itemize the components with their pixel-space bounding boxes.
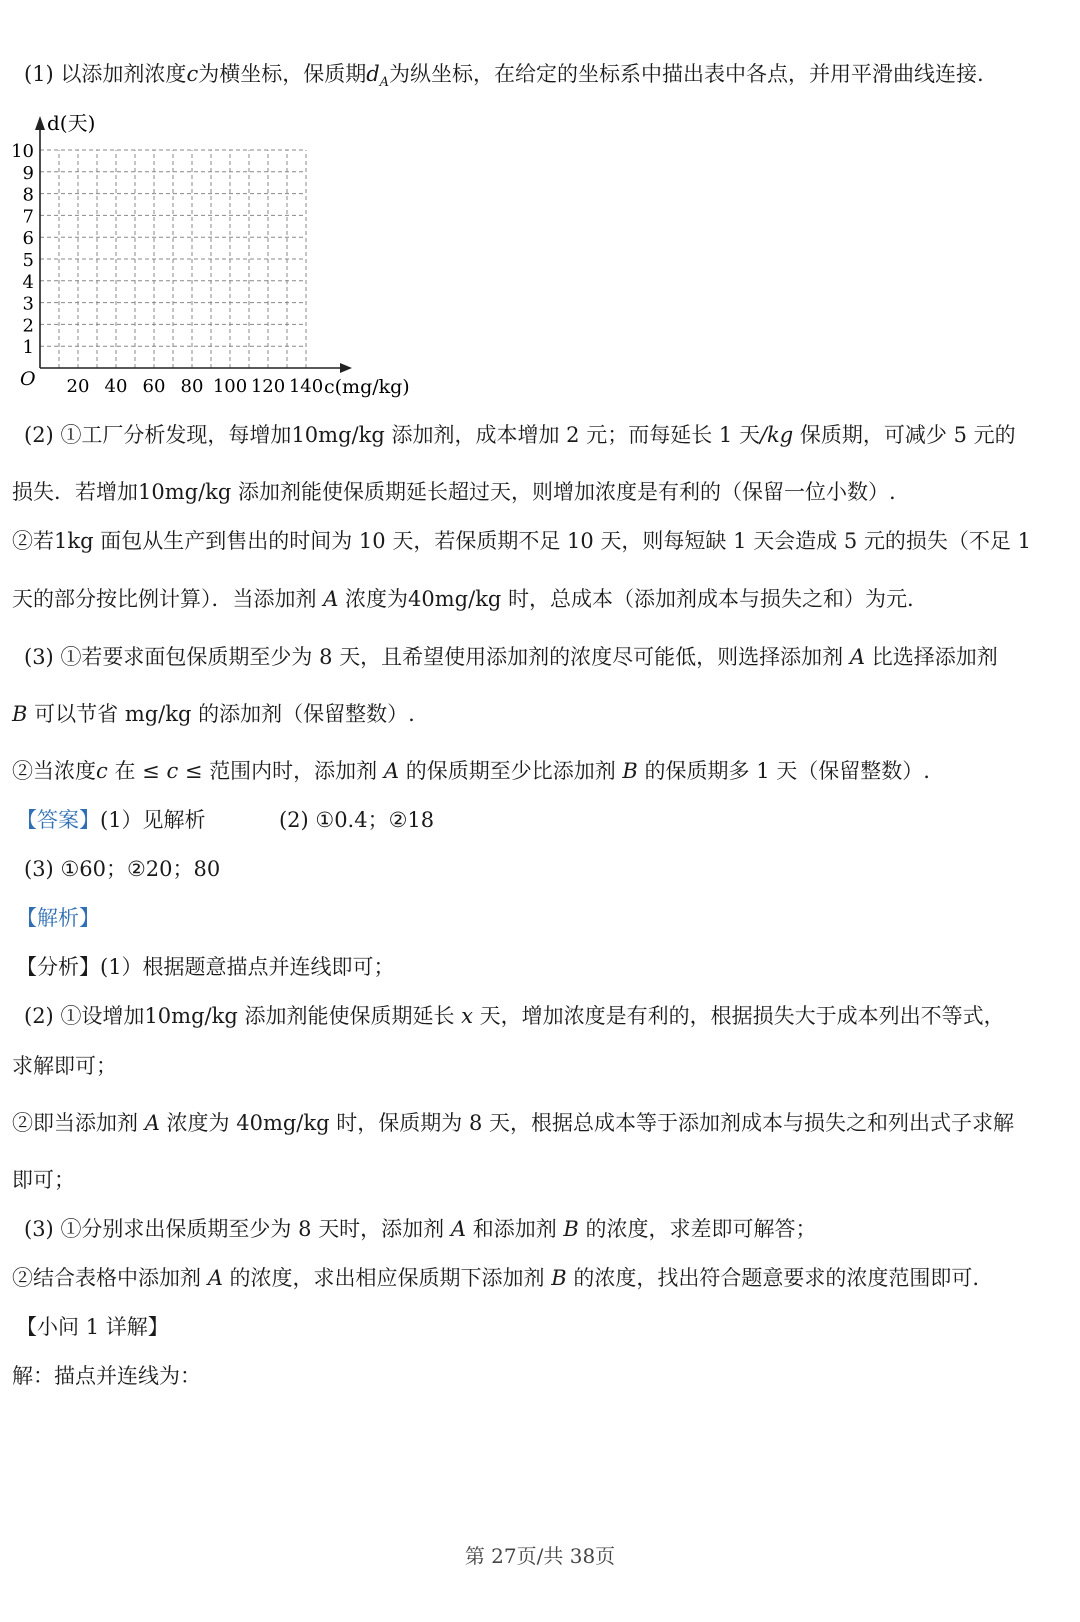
q2-l4-a: 天的部分按比例计算）．当添加剂 <box>12 587 317 611</box>
q1-line <box>24 59 1080 98</box>
q2-l1-b: 10mg/kg <box>291 423 385 447</box>
q3-l3-b: c <box>96 759 108 783</box>
q2-l4-f: 元. <box>886 587 914 611</box>
y-tick-label: 10 <box>11 141 34 162</box>
q2-l2-b: 10mg/kg <box>138 480 232 504</box>
q3-l3-c: 在 <box>114 759 136 783</box>
analysis-p2-number: (2) <box>24 1004 54 1028</box>
x-tick-label: 60 <box>142 376 166 397</box>
q1-number: (1) <box>24 62 54 86</box>
q3-l3-d: ≤ <box>142 759 160 783</box>
analysis-p2-d: x <box>461 1004 473 1028</box>
q3-l3-k: 的保质期多 <box>644 759 750 783</box>
analysis-p2-e: 天，增加浓度是有利的，根据损失大于成本列出不等式， <box>479 1004 1005 1028</box>
q1-var-d: d <box>366 62 380 86</box>
y-axis-arrow <box>35 116 45 130</box>
analysis-p2-line-2 <box>12 1051 1080 1081</box>
q2-l4-c: 浓度为 <box>345 587 409 611</box>
xiaowen-number: 1 <box>85 1315 100 1339</box>
q3-l2-c: mg/kg <box>124 702 192 726</box>
q3-l1-a: ①若要求面包保质期至少为 <box>60 645 313 669</box>
xiaowen-line <box>16 1312 1080 1342</box>
q1-text-1: 以添加剂浓度 <box>60 62 187 86</box>
q2-l2-c: 添加剂能使保质期延长超过 <box>238 480 491 504</box>
analysis-p3-d: 40mg/kg <box>236 1111 330 1135</box>
x-tick-label: 140 <box>288 376 324 397</box>
q2-line-2 <box>12 477 1080 507</box>
q2-l2-a: 损失．若增加 <box>12 480 138 504</box>
analysis-p4-c: 天时，添加剂 <box>318 1217 445 1241</box>
answer-2: ①0.4；②18 <box>315 808 435 832</box>
y-axis-label: d(天) <box>47 111 96 135</box>
q3-l2-b: 可以节省 <box>34 702 119 726</box>
answer-2-number: (2) <box>278 808 309 832</box>
analysis-tag: 【解析】 <box>16 906 100 930</box>
q1-var-d-sub: A <box>379 75 390 90</box>
q2-l2-d: 天，则增加浓度是有利的（保留一位小数）. <box>490 480 896 504</box>
analysis-p3-a: ②即当添加剂 <box>12 1111 138 1135</box>
answer-3: ①60；②20；80 <box>60 857 221 881</box>
analysis-p3-f: 8 <box>468 1111 483 1135</box>
q3-l3-f: ≤ <box>184 759 203 783</box>
origin-label: O <box>20 368 36 390</box>
q3-line-3 <box>12 756 1080 786</box>
analysis-p3-g: 天，根据总成本等于添加剂成本与损失之和列出式子求解 <box>489 1111 1014 1135</box>
q2-l3-i: 天会造成 <box>753 529 838 553</box>
q2-l3-g: 天，则每短缺 <box>600 529 727 553</box>
y-tick-label: 4 <box>22 271 34 293</box>
q2-l3-a: ②若 <box>12 529 54 553</box>
q2-line-3 <box>12 526 1080 556</box>
analysis-p4-b: 8 <box>298 1217 312 1241</box>
page-footer: 第 27页/共 38页 <box>464 1544 616 1568</box>
q1-text-2: 为横坐标，保质期 <box>198 62 367 86</box>
y-tick-label: 7 <box>22 206 34 228</box>
y-tick-label: 2 <box>22 315 34 337</box>
q2-l3-k: 元的损失（不足 <box>863 529 1011 553</box>
answer-line-2 <box>24 854 1080 884</box>
q2-l1-j: 5 <box>953 423 967 447</box>
q3-l3-i: 的保质期至少比添加剂 <box>405 759 616 783</box>
q3-number: (3) <box>24 645 54 669</box>
x-tick-label: 20 <box>66 376 90 397</box>
xiaowen-tag: 【小问 <box>16 1315 79 1339</box>
analysis-p2-line-1 <box>24 1001 1080 1031</box>
q3-l1-b: 8 <box>319 645 333 669</box>
q3-l3-h: A <box>383 759 400 783</box>
q3-l2-a: B <box>12 702 28 726</box>
analysis-p5-a: ②结合表格中添加剂 <box>12 1266 201 1290</box>
analysis-p3-b: A <box>144 1111 160 1135</box>
y-tick-labels <box>11 141 34 358</box>
analysis-p5-c: 的浓度，求出相应保质期下添加剂 <box>229 1266 545 1290</box>
q3-line-1 <box>24 642 1080 672</box>
x-tick-label: 40 <box>104 376 128 397</box>
fenxi-text: (1）根据题意描点并连线即可； <box>100 955 395 979</box>
q2-line-4 <box>12 584 1080 614</box>
analysis-p3-line-1 <box>12 1108 1080 1138</box>
analysis-p3-c: 浓度为 <box>166 1111 230 1135</box>
x-axis-label: c(mg/kg) <box>324 376 410 398</box>
analysis-p2-a: ①设增加 <box>60 1004 145 1028</box>
analysis-tag-line <box>16 903 1080 933</box>
analysis-p2-b: 10mg/kg <box>144 1004 238 1028</box>
answer-tag: 【答案】 <box>16 808 100 832</box>
q3-l3-m: 天（保留整数）. <box>776 759 930 783</box>
q3-l3-a: ②当浓度 <box>12 759 96 783</box>
q3-l1-e: 比选择添加剂 <box>871 645 998 669</box>
analysis-p2-f: 求解即可； <box>12 1054 117 1078</box>
fenxi-line <box>16 952 1080 982</box>
jie-text: 解：描点并连线为： <box>12 1364 201 1388</box>
q2-l3-l: 1 <box>1017 529 1031 553</box>
y-tick-label: 9 <box>22 162 34 184</box>
analysis-p5-d: B <box>551 1266 567 1290</box>
answer-line-1 <box>16 805 1080 835</box>
q2-l3-f: 10 <box>567 529 594 553</box>
jie-line <box>12 1361 1080 1391</box>
y-tick-label: 1 <box>22 337 34 359</box>
analysis-p5-line <box>12 1263 1080 1293</box>
q2-l3-d: 10 <box>358 529 386 553</box>
q2-l1-c: 添加剂，成本增加 <box>391 423 560 447</box>
q2-l1-f: 1 <box>718 423 733 447</box>
x-tick-labels <box>67 376 324 397</box>
q2-l4-d: 40mg/kg <box>408 587 502 611</box>
q2-l1-k: 元的 <box>973 423 1016 447</box>
q3-l2-d: 的添加剂（保留整数）. <box>198 702 415 726</box>
analysis-p4-number: (3) <box>24 1217 54 1241</box>
x-tick-label: 120 <box>250 376 286 397</box>
analysis-p4-a: ①分别求出保质期至少为 <box>60 1217 292 1241</box>
answer-1: (1）见解析 <box>100 808 206 832</box>
q1-var-c: c <box>186 62 199 86</box>
y-tick-label: 3 <box>22 293 34 315</box>
q2-l4-b: A <box>323 587 339 611</box>
q3-l1-d: A <box>849 645 866 669</box>
q2-l1-d: 2 <box>566 423 580 447</box>
q2-l3-b: 1kg <box>54 529 94 553</box>
q2-l3-e: 天，若保质期不足 <box>392 529 561 553</box>
q2-l1-a: ①工厂分析发现，每增加 <box>60 423 292 447</box>
analysis-p4-line <box>24 1214 1080 1244</box>
q2-l3-j: 5 <box>843 529 858 553</box>
answer-3-number: (3) <box>24 857 54 881</box>
x-tick-label: 80 <box>180 376 204 397</box>
analysis-p4-e: 和添加剂 <box>472 1217 557 1241</box>
q2-l3-h: 1 <box>733 529 747 553</box>
q2-l4-e: 时，总成本（添加剂成本与损失之和）为 <box>508 587 887 611</box>
analysis-p4-g: 的浓度，求差即可解答； <box>585 1217 817 1241</box>
q2-l1-e: 元；而每延长 <box>586 423 713 447</box>
q2-l1-h: /kg <box>759 423 794 447</box>
fenxi-tag: 【分析】 <box>16 955 100 979</box>
q3-l3-l: 1 <box>756 759 770 783</box>
grid-lines <box>40 150 306 368</box>
analysis-p3-h: 即可； <box>12 1168 75 1192</box>
q1-text-3: 为纵坐标，在给定的坐标系中描出表中各点，并用平滑曲线连接. <box>389 62 984 86</box>
q2-l3-c: 面包从生产到售出的时间为 <box>100 529 353 553</box>
q3-l3-e: c <box>166 759 179 783</box>
q2-l1-g: 天 <box>738 423 760 447</box>
y-tick-label: 5 <box>22 250 34 271</box>
y-tick-label: 6 <box>22 228 34 250</box>
x-axis-arrow <box>340 363 352 373</box>
analysis-p5-b: A <box>207 1266 223 1290</box>
y-tick-label: 8 <box>22 184 34 206</box>
q3-line-2 <box>12 699 1080 729</box>
q2-line-1 <box>24 420 1080 450</box>
analysis-p4-d: A <box>450 1217 467 1241</box>
q2-number: (2) <box>24 423 54 447</box>
q3-l1-c: 天，且希望使用添加剂的浓度尽可能低，则选择添加剂 <box>339 645 844 669</box>
coordinate-grid-chart <box>0 110 440 410</box>
x-tick-label: 100 <box>212 376 248 397</box>
q2-l1-i: 保质期，可减少 <box>799 423 947 447</box>
xiaowen-end: 详解】 <box>105 1315 169 1339</box>
analysis-p3-e: 时，保质期为 <box>336 1111 463 1135</box>
analysis-p5-e: 的浓度，找出符合题意要求的浓度范围即可. <box>573 1266 980 1290</box>
analysis-p4-f: B <box>563 1217 579 1241</box>
analysis-p3-line-2 <box>12 1165 1080 1195</box>
analysis-p2-c: 添加剂能使保质期延长 <box>244 1004 455 1028</box>
q3-l3-j: B <box>622 759 638 783</box>
q3-l3-g: 范围内时，添加剂 <box>209 759 378 783</box>
